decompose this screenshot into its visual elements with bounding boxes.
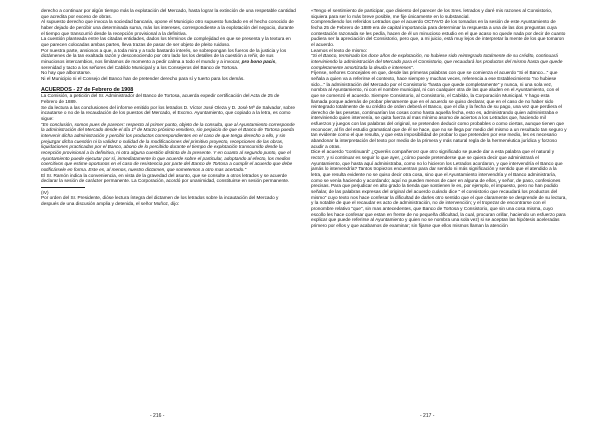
paragraph: No hay que alborotarse. bbox=[41, 70, 92, 76]
right-page bbox=[311, 8, 567, 229]
paragraph: Se da lectura a las conclusiones del informe emitido por los letrados D. Víctor José Oleza y D. José Mª de Salvador, sobre incautarse o no de la recaudación de los puestos del Mercado, el Excmo. Ayuntamiento, que copiado a la letra, es como sigue: bbox=[41, 104, 295, 121]
paragraph: La cuestión planteada entre las citadas entidades, dados los términos de complejidad en que se presenta y la textura en que parecen colocadas ambas partes, lleva trazas de pasar de ser objeto de pleito ruidoso. bbox=[41, 36, 291, 47]
footnote-mark: (IV) bbox=[41, 189, 49, 195]
latin-phrase: pro bono pacis bbox=[241, 58, 276, 64]
paragraph: Por orden del Sr. Presidente, dióse lectura íntegra del dictamen de los letrados sobre la incautación del Mercado y después de una discusión amplia y detenida, el señor Muñoz, dijo: bbox=[41, 195, 279, 207]
paragraph: El Sr. Ramón indica la conveniencia, en vista de la gravedad del asunto, que se consulte a otros letrados y se acuerde declarar la sesión de carácter permanente. La Corporación, acordó por unanimidad, constituirse en sesión permanente. bbox=[41, 172, 290, 184]
paragraph: Dice el acuerdo "continuará" ¿Queréis compañeros! que otro significado se puede dar a esta palabra que el natural y recto?, y si continuar es seguir lo que ayer, ¿cómo puede pretenderse que se quiera decir que administrará el Ayuntamiento, que hasta aquí administraba, como no lo hicieron los Letrados acordaron, y que intervendría el Banco que jamás lo intervendría? Tantos tropiezos encuentran para dar sentido ni más significación y sentido que el atendido a la letra, que resulta evidente no se quiso decir otra cosa, sino que el Ayuntamiento intervendría y el Banco administraría, como se venía haciendo y acordando; aquí no pueden menos de caer en alguna de ellos, y señor, de paso, confesiones precisas. Para que perjudicar en alto grado la tienda que sostienen le es, por ejemplo, el impuesto, pero no han podido señalar, de las palabras expresas del original del acuerdo cuándo dice " el consistorio que recaudará los productos del mismo" cuyo texto nos hace confesar la dificultad de darles otro sentido que el que claramente se desprende de su lectura, y la notable de que el recaudar es acto de administración, no de intervención; y el tropezar de encontrarse con el pronombre relativo "que", sin mas antecedentes, que Banco de Tortosa y Consistorio, que sin una cosa misma, cuyo escollo les hace confesar que estan en frente de no pequeña dificultad, la cual, procuran orillar, haciendo un esfuerzo para explicar que puede referirse al Ayuntamiento y quien no se nombra una sola vez) si se aceptan las hipótesis aceleradas primero por ellos y que acabamos de examinar; sin fijarse que ellos mismos llaman la atención bbox=[311, 149, 567, 228]
page-number: - 217 - bbox=[420, 413, 435, 419]
paragraph: Comprendiendo los referidos Letrados que el acuerdo OCTAVO de los tomados en la sesión de este Ayuntamiento de fecha 25 de Febrero de 1889 era de capital importancia para determinar la respuesta a una de las dos preguntas cuya contestación razonada se les pedía, hacen de él un minucioso estudio en el que acaso no quede nada por decir de cuanto pudiera ser la apreciación del Consistorio, pero que, a mi juicio, está muy lejos de interpretar la mente de los que tomaron el acuerdo. bbox=[311, 19, 566, 47]
page-number: - 216 - bbox=[150, 413, 165, 419]
paragraph-text: Por nuestra parte, ansiosos a que, a toda mira y a todo bastardo interés, se sobrepongan los fueros de la justicia y los dictámenes de la tan exaltada razón y desconociendo por otro lado los los detalles de la cuestión a reñir, de sus minuciosos intercambios, nos limitamos de momento a pedir calma a todo el mundo y a invocar, bbox=[41, 47, 287, 64]
paragraph: Leamos el texto de mismo: bbox=[311, 47, 368, 53]
paragraph: Al supuesto derecho que invoca la sociedad bancaria, opone el Municipio otro supuesto fundado en el hecho conocido de haber dejado de percibir una determinada suma, más los intereses, correspondiente a la explotación del negocio, durante el tiempo que transcurrió desde la recepción provisional a la definitiva. bbox=[41, 19, 294, 36]
paragraph bbox=[41, 48, 297, 71]
quoted-opinion: "En conclusión, somos pues de parecer: respecto al primer punto, objeto de la consulta, que al Ayuntamiento corresponde la administración del Mercado desde el día 1º de Marzo próximo venidero, sin perjuicio de que el Banco de Tortosa pueda intervenir dicha administración y percibir los productos correspondientes en el caso de que tenga derecho a ello, y sin prejuzgar dicha cuestión ni la validez o nulidad de la modificaciones del primitivo proyecto, recepciones de las obras, liquidaciones practicadas por el Banco, abono de lo percibido durante el tiempo de explotación transcurrido desde la recepción provisional a la definitiva, ni otra alguna cuestión distinta de la presente. Y en cuanto al segundo punto, que el Ayuntamiento puede ejecutar por sí, inmediatamente lo que acuerde sobre el particular, adoptando al efecto, los medios coercitivos que estime oportunos en el caso de resistencia por parte del Banco de Tortosa a cumplir el acuerdo que debe notificársele en forma. Este es, al menos, nuestro dictamen, que sometemos a otro mas acertado." bbox=[41, 121, 295, 172]
paragraph: «Tengo el sentimiento de participar, que disiento del parecer de los Sres. letrados y daré mis razones al Consistorio, siquiera para ser lo más breve posible, me fije únicamente en lo substancial. bbox=[311, 8, 553, 19]
left-page bbox=[41, 8, 297, 207]
paragraph: Fíjense, señores Concejales en que, desde las primeras palabras con que se comienza el acuerdo "Si el Banco..." que señala a quien va a referirse el contexto, hace siempre y muchas veces, referencia a ese Establecimiento "no hubiese sido..." la administración del Mercado por el Consistorio "hasta que quede completamente" y nunca, ni una sola vez, nombra al Ayuntamiento, ni con el nombre municipal, ni con cualquier otra de las que aluden en el Ayuntamiento, con el que se comenzó el acuerdo. Siempre Consistorio, al Consistorio, el Cabildo, la Corporación Municipal. Y hago esta llamada porque además de probar plenamente que en el acuerdo se quiso declarar, que en el caso de no haber sido reintegrado totalmente de su crédito de orden deberá el Banco, que el día y la fecha de su pago, una vez que perdiera el derecho de las pesetas, continuarían las cosas como hasta aquella fecha, esto es, administrando quien administraba e interviniendo quien intervenía, se quita fuerza al mas mínimo asomo de aciertos a los Letrados que, haciendo mil esfuerzos y juegos con las palabras del original, se pretenden deducir como probables o como ciertas, aunque tienen que reconocer, al fin del estudio gramatical que de él se hace, que no se llega por medio del mismo a un resultado tan seguro y tan evidente como el que resulta, y que esta imposibilidad de probar lo que pretenden por ese medio, les es necesario abandonar la interpretación del texto por medio de la primera y más natural regla de la hermenéutica jurídica y forzoso acudir a otras. bbox=[311, 70, 567, 149]
paragraph-text: , serenidad y tacto a los señores del Cabildo Municipal y a los Consejeros del Banco de Tortosa. bbox=[41, 58, 277, 70]
paragraph: Ni el Municipio ni el Consejo del Banco han de pretender derecho para sí y tuerto para los demás. bbox=[41, 75, 245, 81]
quoted-agreement: "Si el Banco, terminado los doce años de explotación, no hubiese sido reintegrado totalmente de su crédito, continuará interviniendo la administración del Mercado para el Consistorio, que recaudará los productos del mismo hasta que quede completamente amortizada la deuda e intereses". bbox=[311, 53, 563, 70]
section-heading: ACUERDOS - 27 de Febrero de 1908 bbox=[41, 87, 134, 94]
footnote-rule bbox=[41, 187, 85, 188]
paragraph: La Comisión, a petición del Sr. Administrador del Banco de Tortosa, acuerda expedir certificación del Acta de 25 de Febrero de 1889. bbox=[41, 93, 280, 104]
paragraph: derecho a continuar por algún tiempo más la explotación del Mercado, hasta lograr la extinción de una respetable cantidad que acredita por exceso de obras. bbox=[41, 8, 296, 19]
